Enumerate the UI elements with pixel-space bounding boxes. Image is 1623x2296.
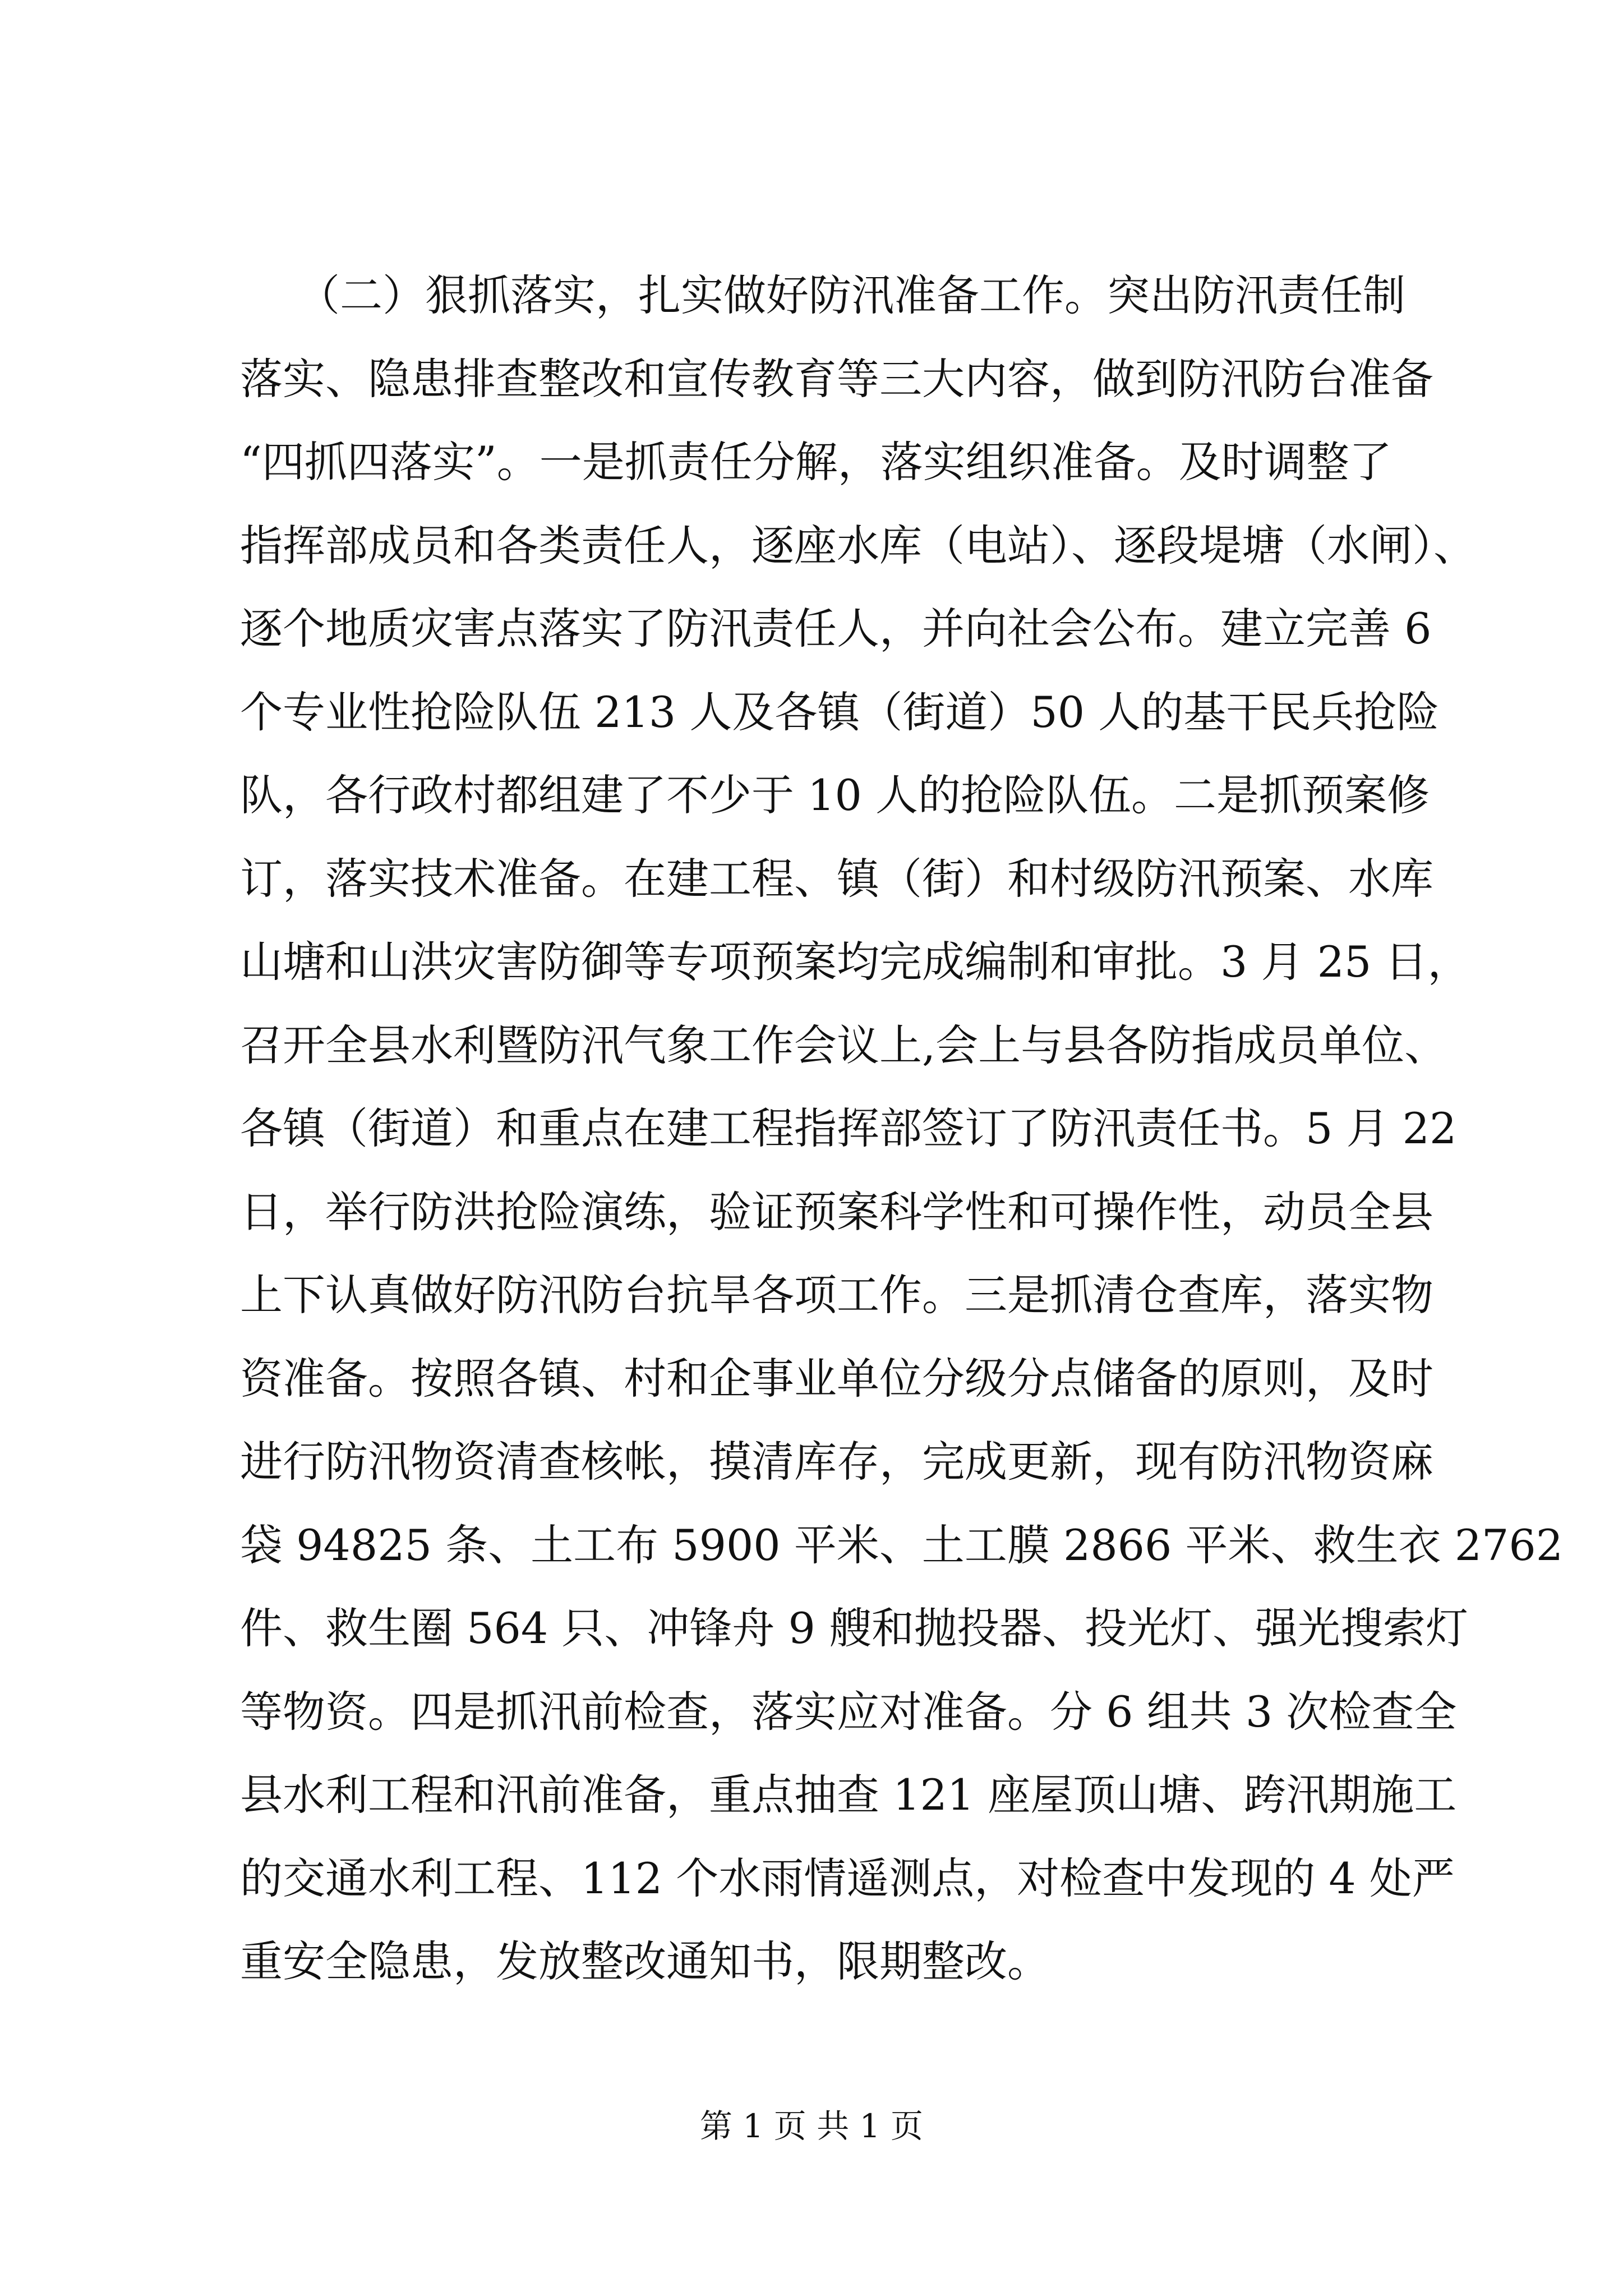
paragraph-line: 指挥部成员和各类责任人，逐座水库（电站）、逐段堤塘（水闸）、	[240, 521, 1476, 570]
paragraph-line: 队，各行政村都组建了不少于 10 人的抢险队伍。二是抓预案修	[240, 770, 1430, 820]
paragraph-line: 资准备。按照各镇、村和企事业单位分级分点储备的原则，及时	[240, 1354, 1433, 1404]
page-footer: 第 1 页 共 1 页	[700, 2107, 923, 2145]
paragraph-line: 进行防汛物资清查核帐，摸清库存，完成更新，现有防汛物资麻	[240, 1437, 1433, 1487]
paragraph-line: “四抓四落实”。一是抓责任分解，落实组织准备。及时调整了	[240, 437, 1392, 487]
paragraph-line: 订，落实技术准备。在建工程、镇（街）和村级防汛预案、水库	[240, 854, 1433, 904]
paragraph-line: 上下认真做好防汛防台抗旱各项工作。三是抓清仓查库，落实物	[240, 1270, 1433, 1320]
paragraph-line: （二）狠抓落实，扎实做好防汛准备工作。突出防汛责任制	[297, 270, 1405, 320]
paragraph-line: 县水利工程和汛前准备，重点抽查 121 座屋顶山塘、跨汛期施工	[240, 1770, 1457, 1820]
paragraph-line: 件、救生圈 564 只、冲锋舟 9 艘和抛投器、投光灯、强光搜索灯	[240, 1603, 1469, 1653]
paragraph-line: 各镇（街道）和重点在建工程指挥部签订了防汛责任书。5 月 22	[240, 1103, 1457, 1153]
paragraph-line: 召开全县水利暨防汛气象工作会议上,会上与县各防指成员单位、	[240, 1020, 1447, 1070]
paragraph-line: 的交通水利工程、112 个水雨情遥测点，对检查中发现的 4 处严	[240, 1853, 1455, 1903]
paragraph-line: 逐个地质灾害点落实了防汛责任人，并向社会公布。建立完善 6	[240, 604, 1432, 654]
paragraph-line: 等物资。四是抓汛前检查，落实应对准备。分 6 组共 3 次检查全	[240, 1687, 1457, 1737]
paragraph-line: 袋 94825 条、土工布 5900 平米、土工膜 2866 平米、救生衣 2762	[240, 1520, 1564, 1570]
paragraph-line: 日，举行防洪抢险演练，验证预案科学性和可操作性，动员全县	[240, 1187, 1433, 1237]
paragraph-line: 落实、隐患排查整改和宣传教育等三大内容，做到防汛防台准备	[240, 354, 1433, 404]
paragraph-line: 山塘和山洪灾害防御等专项预案均完成编制和审批。3 月 25 日，	[240, 937, 1470, 987]
paragraph-line: 个专业性抢险队伍 213 人及各镇（街道）50 人的基干民兵抢险	[240, 687, 1440, 737]
paragraph-line: 重安全隐患，发放整改通知书，限期整改。	[240, 1936, 1050, 1986]
